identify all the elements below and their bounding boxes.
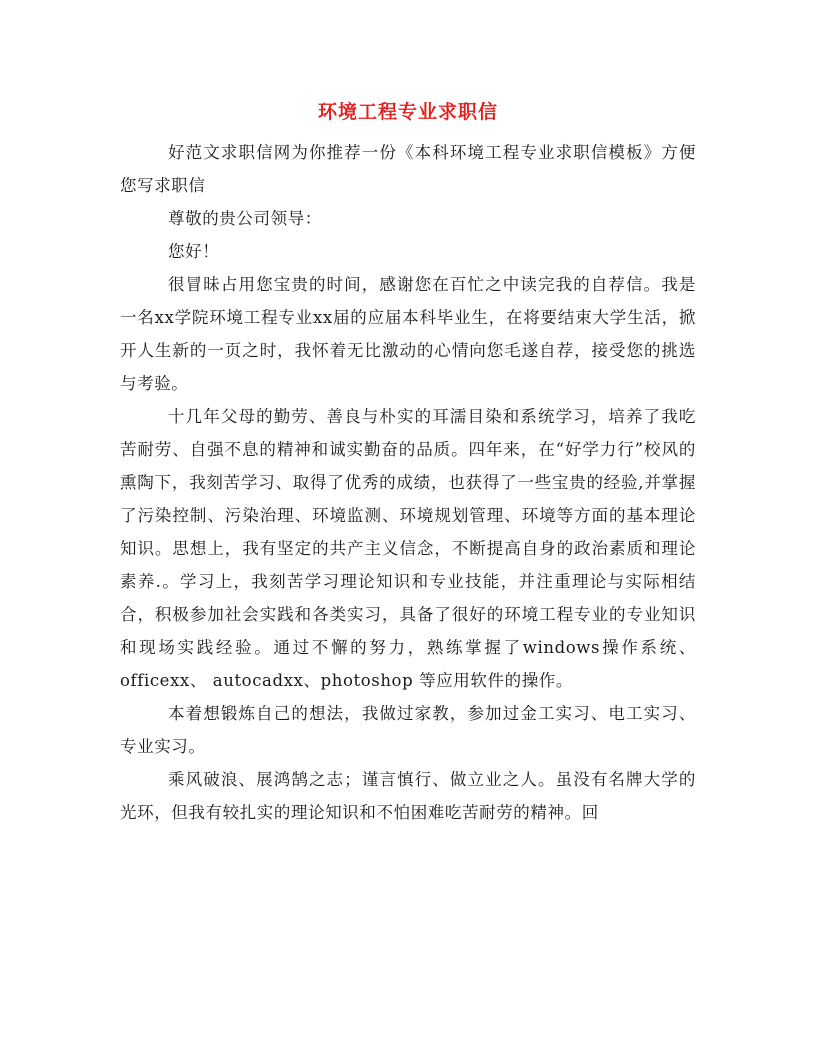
salutation: 尊敬的贵公司领导： (168, 209, 322, 228)
body-paragraph: 十几年父母的勤劳、善良与朴实的耳濡目染和系统学习，培养了我吃苦耐劳、自强不息的精神和诚实勤奋的品质。四年来，在“好学力行”校风的熏陶下，我刻苦学习、取得了优秀的成绩，也获得了一些宝贵的经验,并掌握了污染控制、污染治理、环境监测、环境规划管理、环境等方面的基本理论知识。思想上，我有坚定的共产主义信念，不断提高自身的政治素质和理论素养.。学习上，我刻苦学习理论知识和专业技能，并注重理论与实际相结合，积极参加社会实践和各类实习，具备了很好的环境工程专业的专业知识和现场实践经验。通过不懈的努力，熟练掌握了windows操作系统、officexx、 autocadxx、photoshop 等应用软件的操作。 (120, 407, 696, 690)
greeting: 您好！ (168, 242, 220, 261)
body-paragraph: 很冒昧占用您宝贵的时间，感谢您在百忙之中读完我的自荐信。我是一名xx学院环境工程专业xx届的应届本科毕业生，在将要结束大学生活，掀开人生新的一页之时，我怀着无比激动的心情向您毛遂自荐，接受您的挑选与考验。 (120, 275, 696, 393)
intro-paragraph: 好范文求职信网为你推荐一份《本科环境工程专业求职信模板》方便您写求职信 (120, 143, 696, 195)
body-paragraph: 乘风破浪、展鸿鹄之志；谨言慎行、做立业之人。虽没有名牌大学的光环，但我有较扎实的理论知识和不怕困难吃苦耐劳的精神。回 (120, 770, 696, 822)
document-title: 环境工程专业求职信 (317, 101, 498, 123)
document-page (120, 92, 696, 829)
body-paragraph: 本着想锻炼自己的想法，我做过家教，参加过金工实习、电工实习、专业实习。 (120, 704, 696, 756)
